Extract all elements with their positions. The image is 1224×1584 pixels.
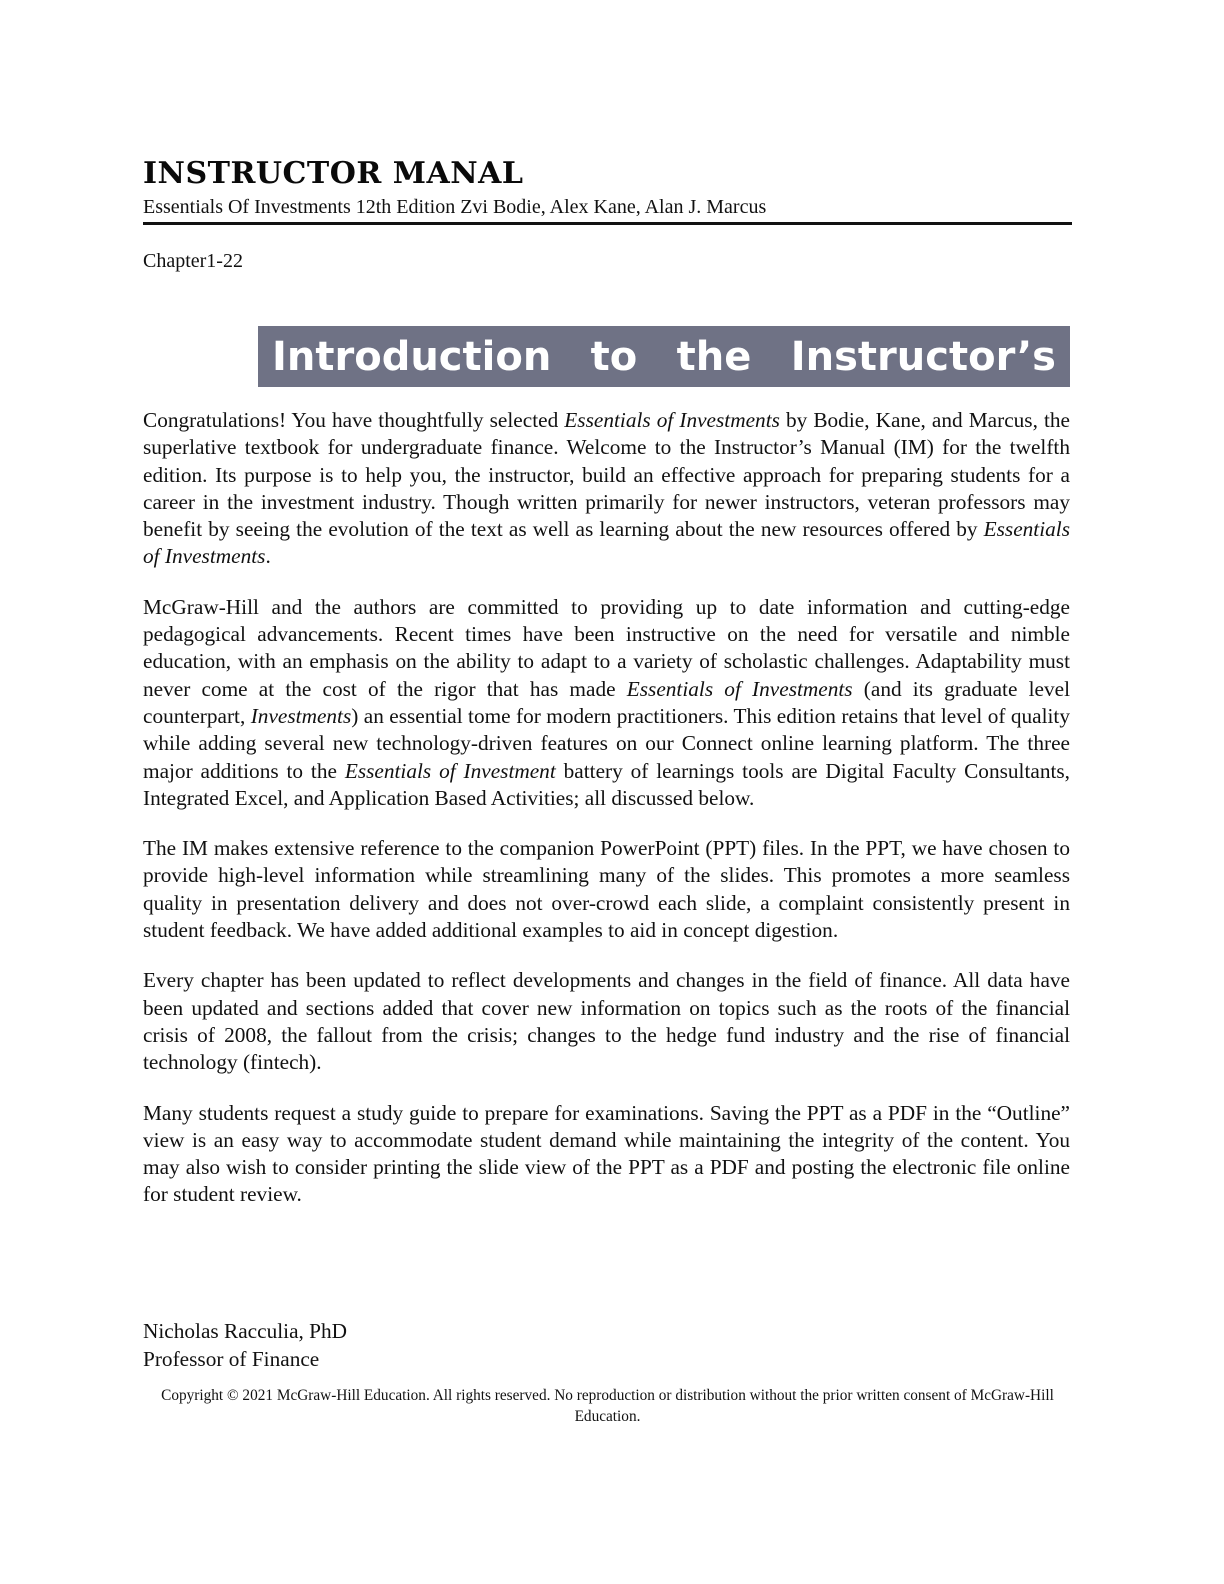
paragraph-powerpoint: The IM makes extensive reference to the companion PowerPoint (PPT) files. In the PPT, we have chosen to provide high-level information while streamlining many of the slides. This promotes a more seamless quality in presentation delivery and does not over-crowd each slide, a complaint consistently present in student feedback. We have added additional examples to aid in concept digestion. [143,836,1070,943]
text-run: (and its graduate level counterpart, [143,676,1070,728]
paragraph-commitment [143,594,1070,812]
text-run: . [265,544,271,569]
paragraph-updates: Every chapter has been updated to reflect developments and changes in the field of finance. All data have been updated and sections added that cover new information on topics such as the roots of the financial crisis of 2008, the fallout from the crisis; changes to the hedge fund industry and the rise of financial technology (fintech). [143,968,1070,1075]
text-run: by Bodie, Kane, and Marcus, the superlative textbook for undergraduate finance. Welcome to the Instructor’s Manual (IM) for the twelfth edition. Its purpose is to help you, the instructor, build an effective approach for preparing students for a career in the investment industry. Though written primarily for newer instructors, veteran professors may benefit by seeing the evolution of the text as well as learning about the new resources offered by [143,408,1070,542]
author-role: Professor of Finance [143,1346,320,1371]
banner-word: Introduction [272,333,552,380]
book-title-italic: Essentials of Investments [626,676,853,701]
book-title-italic: Essentials of Investments [564,408,780,432]
text-run: battery of learnings tools are Digital Faculty Consultants, Integrated Excel, and Application Based Activities; all discussed below. [143,758,1070,810]
book-title-italic: Essentials of Investment [344,758,556,783]
paragraph-intro [143,407,1070,571]
book-subtitle: Essentials Of Investments 12th Edition Zvi Bodie, Alex Kane, Alan J. Marcus [143,196,767,218]
body-text [143,407,1070,1232]
text-run: Congratulations! You have thoughtfully selected [143,408,565,432]
manual-title: INSTRUCTOR MANAL [143,156,524,191]
book-title-italic: Essentials of Investments [143,517,1070,569]
text-run: McGraw-Hill and the authors are committed to providing up to date information and cutting-edge pedagogical advancements. Recent times have been instructive on the need for versatile and nimble education, with an emphasis on the ability to adapt to a variety of scholastic challenges. Adaptability must never come at the cost of the rigor that has made [143,594,1070,701]
section-heading-banner [258,326,1070,387]
chapter-range: Chapter1-22 [143,250,243,272]
banner-word: to [590,333,638,380]
header-divider [143,222,1072,225]
banner-word: Instructor’s [790,333,1056,380]
signature-block [143,1318,347,1373]
text-run: ) an essential tome for modern practitioners. This edition retains that level of quality while adding several new technology-driven features on our Connect online learning platform. The three major additions to the [143,703,1070,783]
copyright-footer: Copyright © 2021 McGraw-Hill Education. All rights reserved. No reproduction or distribution without the prior written consent of McGraw-Hill Education. [161,1387,1054,1425]
banner-word: the [676,333,752,380]
book-title-italic: Investments [250,703,352,728]
author-name: Nicholas Racculia, PhD [143,1319,348,1343]
paragraph-study-guide: Many students request a study guide to prepare for examinations. Saving the PPT as a PDF in the “Outline” view is an easy way to accommodate student demand while maintaining the integrity of the content. You may also wish to consider printing the slide view of the PPT as a PDF and posting the electronic file online for student review. [143,1100,1070,1207]
